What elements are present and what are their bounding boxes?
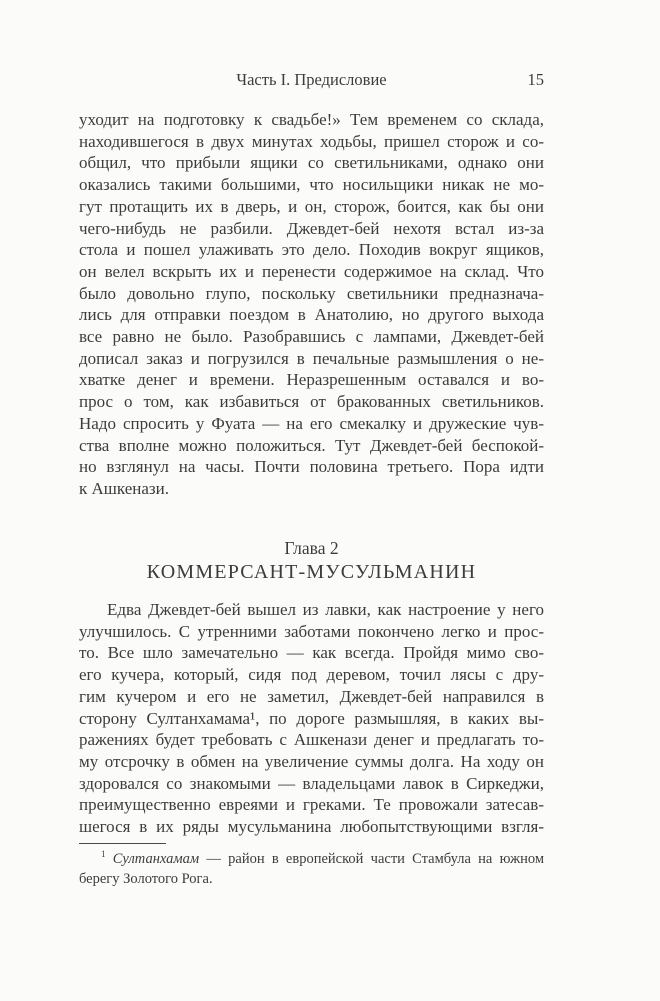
body-line: все равно не было. Разобравшись с лампами, Джевдет-бей <box>79 327 544 347</box>
footnote-line <box>79 850 544 870</box>
body-line: прос о том, как избавиться от бракованных светильников. <box>79 392 544 412</box>
body-line: Надо спросить у Фуата — на его смекалку и дружеские чув- <box>79 413 544 433</box>
footnote-text: — район в европейской части Стамбула на южном <box>206 851 544 867</box>
page-number: 15 <box>527 70 544 89</box>
body-line: му отсрочку в обмен на увеличение суммы долга. На ходу он <box>79 751 544 771</box>
body-line: чего-нибудь не разбили. Джевдет-бей нехотя встал из-за <box>79 218 544 238</box>
footnote <box>79 850 544 889</box>
body-line: его кучера, который, сидя под деревом, точил лясы с дру- <box>79 665 544 685</box>
body-line: уходит на подготовку к свадьбе!» Тем временем со склада, <box>79 110 544 129</box>
paragraph-1 <box>79 109 544 500</box>
body-line: преимущественно евреями и греками. Те провожали затесав- <box>79 795 544 815</box>
body-line: оказались такими большими, что носильщики никак не мо- <box>79 175 544 195</box>
running-title: Часть I. Предисловие <box>236 70 387 89</box>
body-line: ства вполне можно положиться. Тут Джевдет-бей беспокой- <box>79 435 544 455</box>
body-line: сторону Султанхамама¹, по дороге размышляя, в каких вы- <box>79 708 544 728</box>
body-line: находившегося в двух минутах ходьбы, пришел сторож и со- <box>79 131 544 151</box>
paragraph-2 <box>79 599 544 838</box>
body-line: к Ашкенази. <box>79 478 169 498</box>
body-line: гут протащить их в дверь, и он, сторож, боится, как бы они <box>79 196 544 216</box>
body-line: Едва Джевдет-бей вышел из лавки, как настроение у него <box>107 600 544 619</box>
body-line: общил, что прибыли ящики со светильниками, однако они <box>79 153 544 173</box>
footnote-marker: 1 <box>101 849 106 860</box>
body-line: ражениях будет требовать с Ашкенази денег и предлагать то- <box>79 730 544 750</box>
chapter-number: Глава 2 <box>284 538 339 558</box>
page-header <box>79 71 544 91</box>
body-line: он велел вскрыть их и перенести содержимое на склад. Что <box>79 261 544 281</box>
body-line: лись для отправки поездом в Анатолию, но другого выхода <box>79 305 544 325</box>
body-line: улучшилось. С утренними заботами покончено легко и прос- <box>79 621 544 641</box>
footnote-rule <box>79 843 166 844</box>
footnote-line: берегу Золотого Рога. <box>79 870 213 887</box>
body-line: шегося в их ряды мусульманина любопытствующими взгля- <box>79 817 544 837</box>
body-line: гим кучером и его не заметил, Джевдет-бей направился в <box>79 686 544 706</box>
body-line: было довольно глупо, поскольку светильники предназнача- <box>79 283 544 303</box>
body-line: хватке денег и времени. Неразрешенным оставался и во- <box>79 370 544 390</box>
body-line: стола и пошел улаживать это дело. Походив вокруг ящиков, <box>79 240 544 260</box>
body-line: но взглянул на часы. Почти половина третьего. Пора идти <box>79 457 544 477</box>
body-line: дописал заказ и погрузился в печальные размышления о не- <box>79 348 544 368</box>
footnote-term: Султанхамам <box>112 851 200 867</box>
chapter-title: КОММЕРСАНТ-МУСУЛЬМАНИН <box>146 561 477 583</box>
body-line: то. Все шло замечательно — как всегда. Пройдя мимо сво- <box>79 643 544 663</box>
body-line: здоровался со знакомыми — владельцами лавок в Сиркеджи, <box>79 773 544 793</box>
